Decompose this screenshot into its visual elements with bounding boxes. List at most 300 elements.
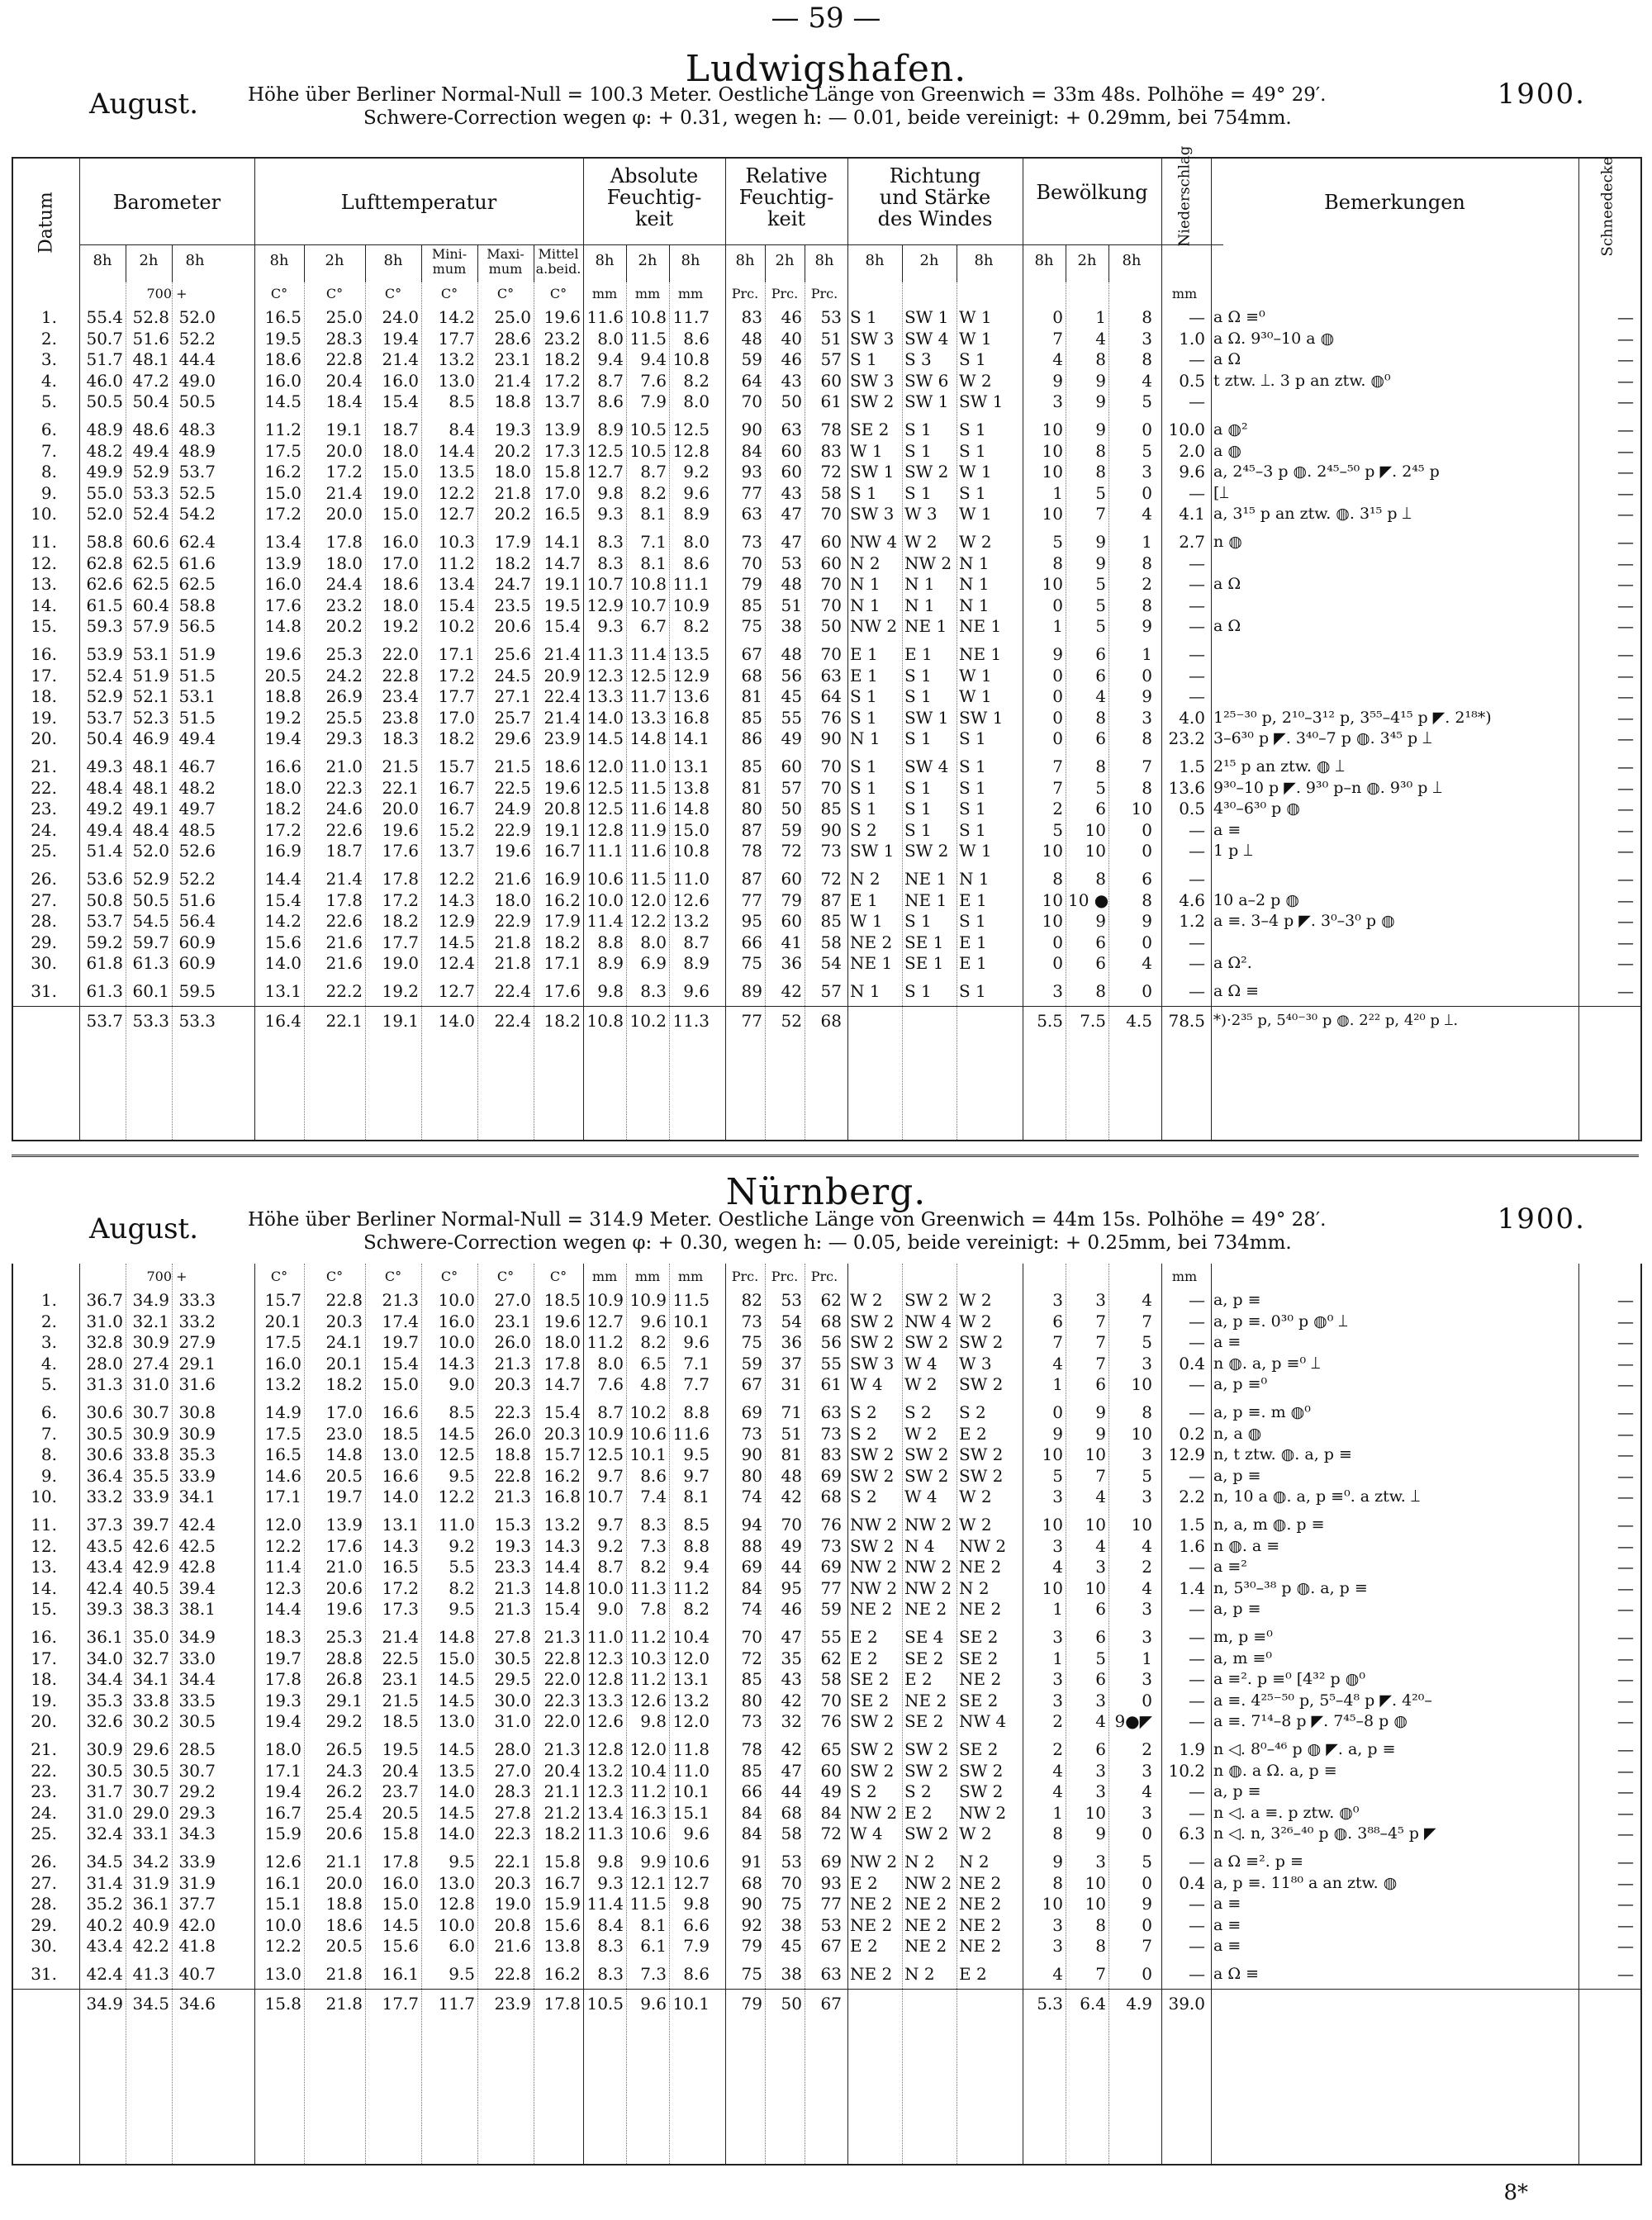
row-cell: 4 (1095, 328, 1106, 349)
row-cell: 13.5 (438, 462, 475, 482)
row-cell: 19.4 (382, 328, 419, 349)
table-row (13, 574, 1640, 594)
row-cell: 14.5 (382, 1914, 419, 1935)
row-cell: 23.2 (544, 328, 581, 349)
row-cell: 20.6 (325, 1824, 363, 1844)
row-cell: 10.8 (672, 349, 710, 370)
row-cell: 14.0 (264, 953, 301, 974)
mittel-cell: 4.5 (1126, 1010, 1152, 1031)
row-remark: n, a, m ◍. p ≡ (1213, 1516, 1325, 1534)
unit-label: C° (384, 286, 402, 301)
row-cell: 12.2 (629, 911, 667, 932)
row-cell: 15.0 (382, 504, 419, 524)
row-cell: 15.8 (544, 462, 581, 482)
col-hour: 2h (139, 252, 159, 269)
row-cell: 52.9 (132, 462, 169, 482)
row-cell: 17.0 (325, 1402, 363, 1422)
row-cell: 90 (741, 1894, 762, 1914)
row-cell: 13.2 (672, 1690, 710, 1710)
row-cell: 33.3 (178, 1290, 216, 1310)
row-date: 9. (40, 482, 57, 503)
row-cell: 9●◤ (1114, 1711, 1152, 1732)
row-cell: 11.6 (629, 799, 667, 819)
row-cell: 52.2 (178, 328, 216, 349)
row-cell: NE 2 (904, 1599, 947, 1620)
row-cell: 3 (1052, 1487, 1063, 1507)
row-cell: — (1617, 777, 1634, 798)
mittel-cell: 11.7 (438, 1993, 475, 2014)
row-cell: 11.9 (629, 819, 667, 840)
row-cell: 22.8 (494, 1465, 531, 1486)
row-cell: 11.1 (672, 574, 710, 595)
row-remark: a, p ≡ (1213, 1291, 1261, 1309)
row-cell: 77 (820, 1577, 842, 1598)
row-cell: 69 (741, 1557, 762, 1577)
mittel-cell: 52 (781, 1010, 802, 1031)
table-row (13, 349, 1640, 369)
row-cell: 50 (781, 391, 802, 412)
row-cell: SW 2 (959, 1374, 1004, 1395)
row-cell: 16.6 (382, 1465, 419, 1486)
row-cell: — (1617, 1760, 1634, 1781)
row-date: 29. (31, 932, 57, 952)
row-cell: 60 (781, 462, 802, 482)
row-cell: 16.0 (264, 574, 301, 595)
row-cell: 32.1 (132, 1311, 169, 1331)
row-cell: 56 (820, 1332, 842, 1353)
row-cell: 10 (1042, 1515, 1063, 1535)
row-cell: 12.8 (586, 1739, 624, 1759)
row-cell: 48.4 (86, 777, 123, 798)
row-cell: 30.9 (178, 1423, 216, 1444)
col-minimum: mum (432, 261, 467, 277)
row-cell: 8.6 (683, 1964, 710, 1984)
row-cell: 12.7 (586, 462, 624, 482)
row-cell: 10.4 (629, 1760, 667, 1781)
row-cell: 14.1 (672, 728, 710, 749)
row-date: 24. (31, 819, 57, 840)
row-cell: 3 (1095, 1852, 1106, 1871)
row-cell: W 1 (959, 328, 992, 349)
row-cell: 9.0 (597, 1599, 624, 1620)
row-cell: SW 2 (850, 1711, 895, 1732)
row-cell: 16.2 (544, 1964, 581, 1984)
row-cell: NE 2 (904, 1690, 947, 1710)
row-cell: SW 1 (850, 841, 895, 861)
row-cell: S 1 (959, 728, 986, 749)
row-cell: 42.0 (178, 1914, 216, 1935)
row-cell: SW 2 (904, 1824, 949, 1844)
row-cell: 20.2 (494, 504, 531, 524)
row-cell: 5 (1142, 1332, 1152, 1353)
row-cell: 34.1 (178, 1487, 216, 1507)
row-cell: 11.0 (672, 869, 710, 889)
row-cell: 20.4 (544, 1760, 581, 1781)
row-cell: 16.0 (264, 370, 301, 391)
row-cell: 16.0 (382, 370, 419, 391)
row-cell: 88 (741, 1535, 762, 1556)
row-cell: 10 (1042, 1894, 1063, 1914)
row-cell: W 1 (959, 307, 992, 327)
row-cell: 21.3 (494, 1599, 531, 1620)
row-cell: 19.6 (544, 307, 581, 327)
row-cell: 39.7 (132, 1515, 169, 1535)
row-cell: 8 (1095, 440, 1106, 461)
row-cell: 42.6 (132, 1535, 169, 1556)
row-cell: 15.7 (264, 1290, 301, 1310)
row-cell: 8.1 (683, 1487, 710, 1507)
row-remark: 9³⁰–10 p ◤. 9³⁰ p–n ◍. 9³⁰ p ⟘ (1213, 778, 1442, 797)
row-cell: 16.7 (544, 1872, 581, 1893)
row-cell: 11.6 (586, 307, 624, 327)
row-cell: 10.6 (629, 1423, 667, 1444)
row-cell: 18.0 (494, 462, 531, 482)
row-cell: 17.8 (264, 1669, 301, 1690)
row-cell: 19.7 (325, 1487, 363, 1507)
row-cell: 3 (1052, 391, 1063, 412)
unit-label: C° (549, 1269, 567, 1284)
col-hour: 2h (775, 252, 795, 269)
row-cell: NE 1 (904, 889, 947, 910)
row-date: 8. (40, 1444, 57, 1465)
row-cell: 73 (741, 1423, 762, 1444)
row-cell: 12.2 (438, 869, 475, 889)
row-cell: W 2 (959, 370, 992, 391)
row-cell: 17.1 (264, 1487, 301, 1507)
row-cell: 10 ● (1068, 889, 1109, 910)
row-cell: NW 2 (850, 1577, 898, 1598)
row-cell: 85 (820, 911, 842, 932)
row-cell: 36 (781, 953, 802, 974)
row-cell: 47 (781, 504, 802, 524)
row-cell: NW 2 (959, 1802, 1007, 1823)
row-cell: 12.3 (586, 665, 624, 685)
row-cell: 14.0 (382, 1487, 419, 1507)
row-cell: 19.1 (544, 819, 581, 840)
row-cell: S 2 (959, 1402, 986, 1422)
unit-label: Prc. (731, 1269, 759, 1284)
row-cell: 10 (1085, 841, 1106, 861)
row-cell: 10 (1042, 1577, 1063, 1598)
row-cell: 18.2 (264, 799, 301, 819)
row-cell: 29.3 (178, 1802, 216, 1823)
row-cell: W 4 (904, 1487, 938, 1507)
row-date: 21. (31, 1739, 57, 1759)
row-cell: 5 (1052, 532, 1063, 552)
row-cell: 0 (1052, 707, 1063, 728)
row-cell: — (1617, 1290, 1634, 1310)
mittel-cell: 15.8 (264, 1993, 301, 2014)
row-cell: 12.6 (586, 1711, 624, 1732)
row-remark: a, p ≡ (1213, 1782, 1261, 1801)
row-cell: N 1 (850, 595, 881, 615)
mittel-cell: 22.1 (325, 1010, 363, 1031)
row-cell: 10 (1085, 1444, 1106, 1465)
row-cell: 19.3 (494, 420, 531, 439)
row-cell: 4 (1052, 1760, 1063, 1781)
row-cell: 46 (781, 1599, 802, 1620)
row-cell: 30.5 (86, 1760, 123, 1781)
row-remark: a ≡ (1213, 820, 1241, 839)
row-cell: 31.3 (86, 1374, 123, 1395)
row-cell: S 1 (959, 819, 986, 840)
row-cell: 14.5 (264, 391, 301, 412)
row-cell: 75 (741, 616, 762, 637)
row-cell: 35.3 (86, 1690, 123, 1710)
row-cell: 4 (1142, 1781, 1152, 1802)
row-cell: — (1617, 482, 1634, 503)
row-cell: 75 (741, 1332, 762, 1353)
unit-label: mm (1171, 286, 1198, 301)
row-cell: 8.8 (683, 1535, 710, 1556)
row-cell: 0 (1142, 420, 1152, 439)
row-cell: 22.6 (325, 911, 363, 932)
row-cell: 2 (1142, 1557, 1152, 1577)
row-cell: — (1617, 462, 1634, 482)
row-cell: 73 (820, 841, 842, 861)
row-cell: 0 (1142, 1914, 1152, 1935)
row-cell: N 1 (959, 553, 990, 573)
row-cell: 20.3 (494, 1374, 531, 1395)
row-cell: 31.9 (132, 1872, 169, 1893)
row-cell: 42 (781, 1690, 802, 1710)
row-cell: 46.9 (132, 728, 169, 749)
row-cell: 17.5 (264, 440, 301, 461)
row-cell: NE 2 (959, 1914, 1002, 1935)
row-cell: 52.2 (178, 869, 216, 889)
row-cell: 43 (781, 370, 802, 391)
row-cell: 4 (1095, 1535, 1106, 1556)
row-cell: 62.5 (132, 574, 169, 595)
row-cell: 18.4 (325, 391, 363, 412)
mittel-cell: 53.7 (86, 1010, 123, 1031)
row-cell: 17.6 (382, 841, 419, 861)
row-date: 16. (31, 644, 57, 664)
table-row (13, 1536, 1640, 1556)
row-cell: 54.5 (132, 911, 169, 932)
row-cell: 11.5 (629, 777, 667, 798)
row-cell: 17.0 (382, 553, 419, 573)
row-cell: 22.3 (325, 777, 363, 798)
row-cell: 7.8 (640, 1599, 667, 1620)
month-label: August. (89, 88, 199, 121)
row-date: 30. (31, 1936, 57, 1957)
row-cell: 5 (1095, 482, 1106, 503)
row-cell: 52.9 (132, 869, 169, 889)
row-cell: 59 (741, 1353, 762, 1373)
row-remark: a ≡. 4²⁵⁻⁵⁰ p, 5⁵–4⁸ p ◤. 4²⁰– (1213, 1691, 1432, 1710)
row-cell: 53.1 (178, 686, 216, 707)
row-cell: S 2 (850, 819, 877, 840)
row-cell: 7.1 (640, 532, 667, 552)
row-cell: 57.9 (132, 616, 169, 637)
row-cell: S 2 (904, 1402, 932, 1422)
row-cell: 20.0 (382, 799, 419, 819)
row-cell: 79 (741, 1936, 762, 1957)
table-row (13, 981, 1640, 1001)
row-cell: 18.2 (544, 932, 581, 952)
row-cell: 10.2 (629, 1402, 667, 1422)
row-cell: 17.3 (382, 1599, 419, 1620)
row-cell: 8.3 (597, 553, 624, 573)
row-cell: S 1 (904, 777, 932, 798)
row-cell: 14.8 (629, 728, 667, 749)
row-date: 30. (31, 953, 57, 974)
row-cell: 9 (1095, 370, 1106, 391)
row-cell: 18.2 (382, 911, 419, 932)
row-cell: — (1617, 799, 1634, 819)
row-cell: 50 (781, 799, 802, 819)
row-cell: 4 (1095, 686, 1106, 707)
row-cell: 31.0 (494, 1711, 531, 1732)
row-cell: — (1617, 728, 1634, 749)
row-cell: 18.0 (264, 1739, 301, 1759)
row-cell: 40.7 (178, 1964, 216, 1984)
row-cell: 48 (781, 644, 802, 664)
row-cell: 10 (1085, 1802, 1106, 1823)
row-cell: NE 1 (959, 616, 1002, 637)
row-cell: 14.5 (438, 1669, 475, 1690)
row-cell: 10.0 (586, 1577, 624, 1598)
row-cell: 76 (820, 707, 842, 728)
row-cell: 49.1 (132, 799, 169, 819)
row-cell: 4 (1095, 1711, 1106, 1732)
row-cell: 10.3 (629, 1648, 667, 1668)
unit-label: mm (591, 286, 618, 301)
row-cell: 15.0 (672, 819, 710, 840)
row-cell: 48 (741, 328, 762, 349)
row-cell: 19.4 (264, 1781, 301, 1802)
row-cell: W 1 (959, 665, 992, 685)
row-cell: 0 (1052, 595, 1063, 615)
row-cell: 50.5 (132, 889, 169, 910)
row-cell: 33.2 (178, 1311, 216, 1331)
row-cell: 15.2 (438, 819, 475, 840)
row-cell: 4 (1052, 349, 1063, 370)
row-cell: 4 (1142, 953, 1152, 974)
row-cell: S 1 (959, 482, 986, 503)
row-cell: 53.6 (86, 869, 123, 889)
row-cell: 20.5 (264, 665, 301, 685)
row-cell: — (1617, 1739, 1634, 1759)
row-cell: 13.8 (544, 1936, 581, 1957)
row-cell: 3 (1142, 707, 1152, 728)
row-cell: 38.1 (178, 1599, 216, 1620)
row-cell: 72 (820, 1824, 842, 1844)
row-cell: — (1189, 1711, 1205, 1732)
row-cell: SW 2 (850, 1311, 895, 1331)
row-cell: 21.5 (494, 757, 531, 776)
row-cell: 10.7 (586, 574, 624, 595)
row-cell: 0 (1142, 841, 1152, 861)
row-cell: 6.0 (449, 1936, 475, 1957)
row-cell: 13.6 (1168, 777, 1205, 798)
row-cell: SW 2 (850, 391, 895, 412)
row-cell: 85 (741, 757, 762, 776)
row-cell: 60.4 (132, 595, 169, 615)
row-remark: 1 p ⟘ (1213, 842, 1253, 861)
table-row (13, 1761, 1640, 1781)
row-cell: 16.5 (544, 504, 581, 524)
row-cell: 21.3 (382, 1290, 419, 1310)
row-cell: 84 (741, 1577, 762, 1598)
row-cell: 5 (1142, 391, 1152, 412)
row-cell: 12.9 (586, 595, 624, 615)
row-cell: 8 (1052, 1824, 1063, 1844)
row-cell: — (1617, 1515, 1634, 1535)
row-cell: 51.9 (132, 665, 169, 685)
row-cell: 13.2 (264, 1374, 301, 1395)
row-cell: N 1 (959, 869, 990, 889)
row-cell: 33.1 (132, 1824, 169, 1844)
row-date: 22. (31, 1760, 57, 1781)
row-cell: 17.8 (382, 1852, 419, 1871)
row-cell: 11.1 (586, 841, 624, 861)
row-cell: 9.7 (597, 1465, 624, 1486)
row-cell: 61.6 (178, 553, 216, 573)
row-cell: 30.9 (132, 1332, 169, 1353)
row-cell: S 1 (904, 728, 932, 749)
row-cell: 4.8 (640, 1374, 667, 1395)
row-cell: 22.1 (494, 1852, 531, 1871)
row-cell: 22.0 (544, 1669, 581, 1690)
row-cell: 19.7 (264, 1648, 301, 1668)
table-row (13, 1374, 1640, 1394)
row-cell: 3 (1052, 1290, 1063, 1310)
table-row (13, 1852, 1640, 1871)
table-row (13, 932, 1640, 952)
table-row (13, 616, 1640, 636)
row-cell: 38 (781, 1914, 802, 1935)
row-cell: 15.9 (544, 1894, 581, 1914)
row-cell: 0 (1052, 665, 1063, 685)
row-cell: 13.1 (382, 1515, 419, 1535)
row-date: 31. (31, 981, 57, 1001)
row-cell: 62.4 (178, 532, 216, 552)
row-cell: — (1617, 1423, 1634, 1444)
row-cell: 10 (1042, 889, 1063, 910)
row-cell: 8.8 (683, 1402, 710, 1422)
row-cell: 20.4 (325, 370, 363, 391)
row-cell: 22.6 (325, 819, 363, 840)
row-date: 12. (31, 553, 57, 573)
row-cell: 51.4 (86, 841, 123, 861)
row-cell: 27.8 (494, 1627, 531, 1647)
row-cell: — (1617, 595, 1634, 615)
row-cell: SW 2 (904, 841, 949, 861)
row-cell: 25.4 (325, 1802, 363, 1823)
row-cell: 53 (820, 1914, 842, 1935)
row-cell: 67 (741, 644, 762, 664)
row-cell: 76 (820, 1515, 842, 1535)
row-cell: 21.1 (325, 1852, 363, 1871)
row-cell: 7.4 (640, 1487, 667, 1507)
row-cell: 16.7 (438, 777, 475, 798)
unit-label: mm (1171, 1269, 1198, 1284)
row-cell: 10.0 (438, 1332, 475, 1353)
row-cell: 42 (781, 1487, 802, 1507)
row-cell: — (1189, 553, 1205, 573)
row-cell: 13.0 (382, 1444, 419, 1465)
row-cell: 83 (741, 307, 762, 327)
row-cell: 4 (1052, 1964, 1063, 1984)
row-cell: 3 (1052, 981, 1063, 1001)
row-cell: 2 (1052, 799, 1063, 819)
row-cell: 8.0 (640, 932, 667, 952)
row-remark: a Ω ≡ (1213, 982, 1260, 1000)
row-cell: 17.2 (264, 504, 301, 524)
row-cell: 19.4 (264, 728, 301, 749)
